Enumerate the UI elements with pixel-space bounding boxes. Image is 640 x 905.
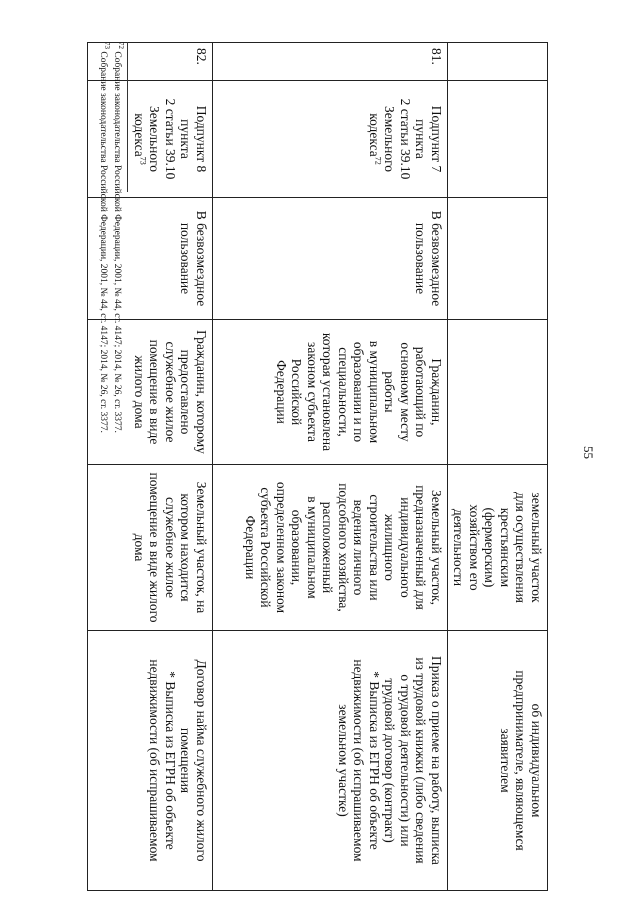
right-type-cell: В безвозмездное пользование [88,198,213,320]
footnote-ref: 73 [138,156,148,165]
parcel-cell: Земельный участок, предназначенный для индивидуального жилищного строительства или ведения личного подсобного хозяйства, расположенный в муниципальном образовании, определенном законом субъекта Российской Федерации [213,465,448,631]
documents-cell: Приказ о приеме на работу, выписка из трудовой книжки (либо сведения о трудовой деятельности) или трудовой договор (контракт) * Выписка из ЕГРН об объекте недвижимости (об испрашиваемом земельном участке) [213,631,448,891]
legal-basis-cell [213,81,448,198]
legal-basis-cell [448,81,548,198]
parcel-cell: Земельный участок, на котором находится служебное жилое помещение в виде жилого дома [88,465,213,631]
documents-cell: об индивидуальном предпринимателе, являющемся заявителем [448,631,548,891]
legal-basis-text: Подпункт 7 пункта 2 статьи 39.10 Земельного кодекса [367,98,444,180]
recipient-cell: Гражданин, работающий по основному месту работы в муниципальном образовании и по специальности, которая установлена законом субъекта Российской Федерации [213,320,448,465]
footnote [97,42,112,433]
footnote-text: Собрание законодательства Российской Федерации, 2001, № 44, ст. 4147; 2014, № 26, ст. 3377. [112,51,122,433]
right-type-cell [448,198,548,320]
table-row-continued [448,43,548,891]
row-number: 82. [88,43,213,81]
footnote-text: Собрание законодательства Российской Федерации, 2001, № 44, ст. 4147; 2014, № 26, ст. 3377. [98,51,108,433]
documents-cell: Договор найма служебного жилого помещения * Выписка из ЕГРН об объекте недвижимости (об испрашиваемом [88,631,213,891]
footnote-mark: 73 [103,42,112,49]
page-number: 55 [581,446,596,459]
land-grant-table [87,42,548,891]
recipient-cell: Гражданин, которому предоставлено служебное жилое помещение в виде жилого дома [88,320,213,465]
legal-basis-text: Подпункт 8 пункта 2 статьи 39.10 Земельного кодекса [132,98,209,180]
footnote [111,42,126,433]
table-row-81 [213,43,448,891]
parcel-cell: земельный участок для осуществления крестьянским (фермерским) хозяйством его деятельности [448,465,548,631]
row-number: 81. [213,43,448,81]
recipient-cell [448,320,548,465]
footnote-divider [127,42,128,192]
footnote-ref: 72 [373,156,383,165]
row-number [448,43,548,81]
right-type-cell: В безвозмездное пользование [213,198,448,320]
footnote-mark: 72 [117,42,126,49]
